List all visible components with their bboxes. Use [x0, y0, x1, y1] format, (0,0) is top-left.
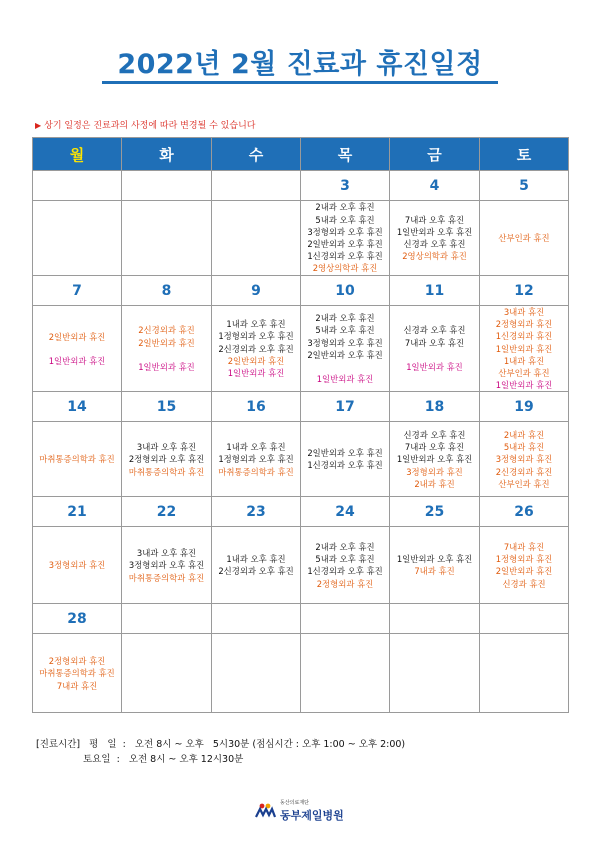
date-cell: 5 — [480, 171, 569, 201]
schedule-entry: 1내과 휴진 — [503, 355, 545, 366]
schedule-cell — [122, 634, 212, 713]
schedule-entry: 1일반외과 휴진 — [495, 343, 553, 354]
date-cell: 21 — [33, 497, 122, 527]
schedule-entry: 1일반외과 휴진 — [227, 368, 285, 379]
schedule-cell — [33, 527, 122, 604]
schedule-entry: 1정형외과 오후 휴진 — [218, 331, 294, 342]
schedule-row — [33, 527, 569, 604]
date-cell: 18 — [390, 392, 480, 422]
hospital-logo-icon — [254, 803, 276, 819]
schedule-entry: 2일반외과 오후 휴진 — [307, 349, 383, 360]
schedule-row — [33, 306, 569, 392]
schedule-entry: 7내과 휴진 — [414, 566, 455, 577]
schedule-entry: 2영상의학과 휴진 — [402, 251, 467, 262]
schedule-entry — [301, 361, 389, 373]
weekday-header — [33, 138, 569, 171]
schedule-entry: 2신경외과 오후 휴진 — [218, 566, 294, 577]
schedule-cell — [212, 201, 301, 276]
schedule-cell — [122, 422, 212, 497]
schedule-cell — [122, 527, 212, 604]
schedule-entry: 2정형외과 오후 휴진 — [128, 454, 205, 465]
schedule-cell — [390, 306, 480, 392]
schedule-entry: 3정형외과 휴진 — [48, 560, 106, 571]
weekday-thu: 목 — [301, 138, 390, 171]
date-cell: 10 — [301, 276, 390, 306]
date-cell: 19 — [480, 392, 569, 422]
date-cell — [122, 604, 212, 634]
weekday-wed: 수 — [212, 138, 301, 171]
schedule-cell — [480, 527, 569, 604]
schedule-entry: 1내과 오후 휴진 — [226, 554, 286, 565]
schedule-entry: 2내과 휴진 — [414, 478, 455, 489]
schedule-entry: 마취통증의학과 휴진 — [218, 466, 294, 477]
schedule-entry: 2영상의학과 휴진 — [312, 263, 378, 274]
weekday-sat: 토 — [480, 138, 569, 171]
schedule-entry: 1정형외과 휴진 — [495, 554, 553, 565]
schedule-entry: 3정형외과 오후 휴진 — [307, 337, 383, 348]
schedule-cell — [33, 422, 122, 497]
date-cell: 15 — [122, 392, 212, 422]
date-cell — [33, 171, 122, 201]
schedule-entry: 신경과 오후 휴진 — [403, 239, 466, 249]
notice — [35, 118, 255, 131]
schedule-entry: 2일반외과 휴진 — [138, 337, 195, 348]
schedule-entry: 5내과 오후 휴진 — [315, 554, 375, 565]
schedule-entry: 2일반외과 휴진 — [495, 566, 553, 577]
logo-org: 동산의료재단 — [280, 800, 309, 806]
schedule-entry: 7내과 오후 휴진 — [404, 214, 465, 225]
schedule-cell — [33, 306, 122, 392]
schedule-entry: 1일반외과 휴진 — [495, 380, 553, 391]
schedule-entry: 1일반외과 휴진 — [316, 374, 374, 385]
schedule-cell — [480, 422, 569, 497]
schedule-cell — [212, 634, 301, 713]
schedule-cell — [212, 422, 301, 497]
hospital-logo — [254, 797, 364, 823]
schedule-entry: 7내과 오후 휴진 — [404, 337, 465, 348]
date-row — [33, 276, 569, 306]
schedule-entry: 마취통증의학과 휴진 — [128, 466, 205, 477]
schedule-cell — [390, 201, 480, 276]
schedule-entry: 2일반외과 오후 휴진 — [307, 448, 383, 459]
schedule-cell — [301, 201, 390, 276]
date-row — [33, 171, 569, 201]
schedule-entry: 2내과 오후 휴진 — [315, 313, 375, 324]
date-cell: 14 — [33, 392, 122, 422]
date-cell — [212, 171, 301, 201]
logo-name: 동부제일병원 — [280, 809, 344, 822]
schedule-entry: 1신경외과 오후 휴진 — [307, 566, 383, 577]
date-cell: 17 — [301, 392, 390, 422]
weekday-mon: 월 — [33, 138, 122, 171]
date-cell: 7 — [33, 276, 122, 306]
schedule-cell — [390, 527, 480, 604]
weekday-hours: 오전 8시 ~ 오후 5시30분 (점심시간 : 오후 1:00 ~ 오후 2:00) — [134, 739, 406, 750]
schedule-cell — [480, 306, 569, 392]
schedule-entry: 1내과 오후 휴진 — [226, 442, 286, 453]
schedule-entry: 7내과 휴진 — [56, 680, 98, 691]
schedule-entry: 3내과 오후 휴진 — [136, 442, 197, 453]
date-cell: 8 — [122, 276, 212, 306]
schedule-cell — [33, 634, 122, 713]
weekday-fri: 금 — [390, 138, 480, 171]
schedule-entry: 3내과 오후 휴진 — [136, 548, 197, 559]
schedule-entry: 2일반외과 오후 휴진 — [307, 239, 383, 249]
schedule-cell — [480, 201, 569, 276]
date-cell — [301, 604, 390, 634]
triangle-icon: ▶ — [35, 121, 42, 130]
schedule-entry: 마취통증의학과 휴진 — [39, 454, 115, 465]
schedule-entry: 1일반외과 오후 휴진 — [396, 454, 473, 465]
schedule-entry: 마취통증의학과 휴진 — [39, 668, 115, 679]
date-cell — [122, 171, 212, 201]
schedule-entry: 2신경외과 휴진 — [138, 325, 195, 336]
schedule-entry: 1신경외과 휴진 — [495, 331, 553, 342]
schedule-entry: 5내과 오후 휴진 — [315, 214, 375, 225]
schedule-entry: 1일반외과 휴진 — [138, 361, 195, 372]
date-cell — [212, 604, 301, 634]
schedule-entry: 2정형외과 휴진 — [48, 656, 106, 667]
schedule-entry: 신경과 오후 휴진 — [403, 429, 466, 440]
schedule-entry: 2정형외과 휴진 — [495, 319, 553, 330]
schedule-cell — [212, 527, 301, 604]
schedule-entry: 신경과 오후 휴진 — [403, 325, 466, 336]
schedule-entry: 5내과 휴진 — [503, 442, 545, 453]
schedule-entry — [33, 343, 121, 355]
schedule-cell — [301, 527, 390, 604]
page-title: 2022년 2월 진료과 휴진일정 — [117, 49, 483, 80]
schedule-row — [33, 201, 569, 276]
date-cell — [480, 604, 569, 634]
date-cell: 12 — [480, 276, 569, 306]
date-cell: 28 — [33, 604, 122, 634]
schedule-entry: 7내과 휴진 — [503, 542, 545, 553]
date-cell: 25 — [390, 497, 480, 527]
schedule-entry — [122, 349, 211, 361]
schedule-entry: 2신경외과 오후 휴진 — [218, 343, 294, 354]
schedule-entry: 2내과 휴진 — [503, 429, 545, 440]
date-row — [33, 497, 569, 527]
schedule-entry: 2신경외과 휴진 — [495, 466, 553, 477]
schedule-cell — [122, 201, 212, 276]
date-cell: 23 — [212, 497, 301, 527]
schedule-entry: 3내과 휴진 — [503, 307, 545, 317]
schedule-entry — [390, 349, 479, 361]
date-cell — [390, 604, 480, 634]
date-cell: 26 — [480, 497, 569, 527]
notice-text: 상기 일정은 진료과의 사정에 따라 변경될 수 있습니다 — [44, 121, 256, 131]
schedule-entry: 1정형외과 오후 휴진 — [218, 454, 294, 465]
schedule-cell — [480, 634, 569, 713]
schedule-entry: 1내과 오후 휴진 — [226, 319, 286, 330]
schedule-entry: 3정형외과 휴진 — [495, 454, 553, 465]
schedule-entry: 2내과 오후 휴진 — [315, 542, 375, 553]
schedule-row — [33, 634, 569, 713]
schedule-cell — [212, 306, 301, 392]
schedule-cell — [390, 422, 480, 497]
saturday-hours-label: 토요일 : — [83, 754, 120, 765]
schedule-cell — [122, 306, 212, 392]
title-underline — [102, 81, 498, 84]
date-cell: 22 — [122, 497, 212, 527]
schedule-cell — [390, 634, 480, 713]
schedule-entry: 2일반외과 휴진 — [227, 355, 285, 366]
weekday-tue: 화 — [122, 138, 212, 171]
schedule-entry: 3정형외과 오후 휴진 — [128, 560, 205, 571]
schedule-entry: 1일반외과 휴진 — [406, 361, 463, 372]
schedule-entry: 1신경외과 오후 휴진 — [307, 460, 383, 471]
schedule-cell — [301, 306, 390, 392]
date-cell: 16 — [212, 392, 301, 422]
date-cell: 11 — [390, 276, 480, 306]
date-cell: 24 — [301, 497, 390, 527]
schedule-entry: 5내과 오후 휴진 — [315, 325, 375, 336]
schedule-entry: 1신경외과 오후 휴진 — [307, 251, 383, 262]
schedule-entry: 2일반외과 휴진 — [48, 331, 106, 342]
hours-label: [진료시간] — [36, 739, 81, 750]
schedule-entry: 7내과 오후 휴진 — [404, 442, 465, 453]
saturday-hours: 오전 8시 ~ 오후 12시30분 — [128, 754, 244, 765]
schedule-row — [33, 422, 569, 497]
schedule-cell — [301, 422, 390, 497]
schedule-entry: 신경과 휴진 — [502, 578, 546, 589]
schedule-entry: 3정형외과 휴진 — [406, 466, 463, 477]
date-cell: 4 — [390, 171, 480, 201]
schedule-entry: 2내과 오후 휴진 — [315, 202, 375, 213]
schedule-cell — [33, 201, 122, 276]
calendar-table — [32, 137, 569, 713]
schedule-entry: 1일반외과 휴진 — [48, 355, 106, 366]
schedule-entry: 1일반외과 오후 휴진 — [396, 226, 473, 237]
weekday-hours-label: 평 일 : — [89, 739, 126, 750]
clinic-hours — [36, 737, 405, 767]
date-cell: 9 — [212, 276, 301, 306]
schedule-entry: 1일반외과 오후 휴진 — [396, 554, 473, 565]
schedule-entry: 산부인과 휴진 — [498, 232, 550, 243]
date-cell: 3 — [301, 171, 390, 201]
date-row — [33, 604, 569, 634]
schedule-entry: 산부인과 휴진 — [498, 368, 550, 379]
schedule-entry: 2정형외과 휴진 — [316, 578, 374, 589]
schedule-cell — [301, 634, 390, 713]
schedule-entry: 마취통증의학과 휴진 — [128, 572, 205, 583]
schedule-entry: 3정형외과 오후 휴진 — [307, 226, 383, 237]
schedule-entry: 산부인과 휴진 — [498, 478, 550, 489]
date-row — [33, 392, 569, 422]
